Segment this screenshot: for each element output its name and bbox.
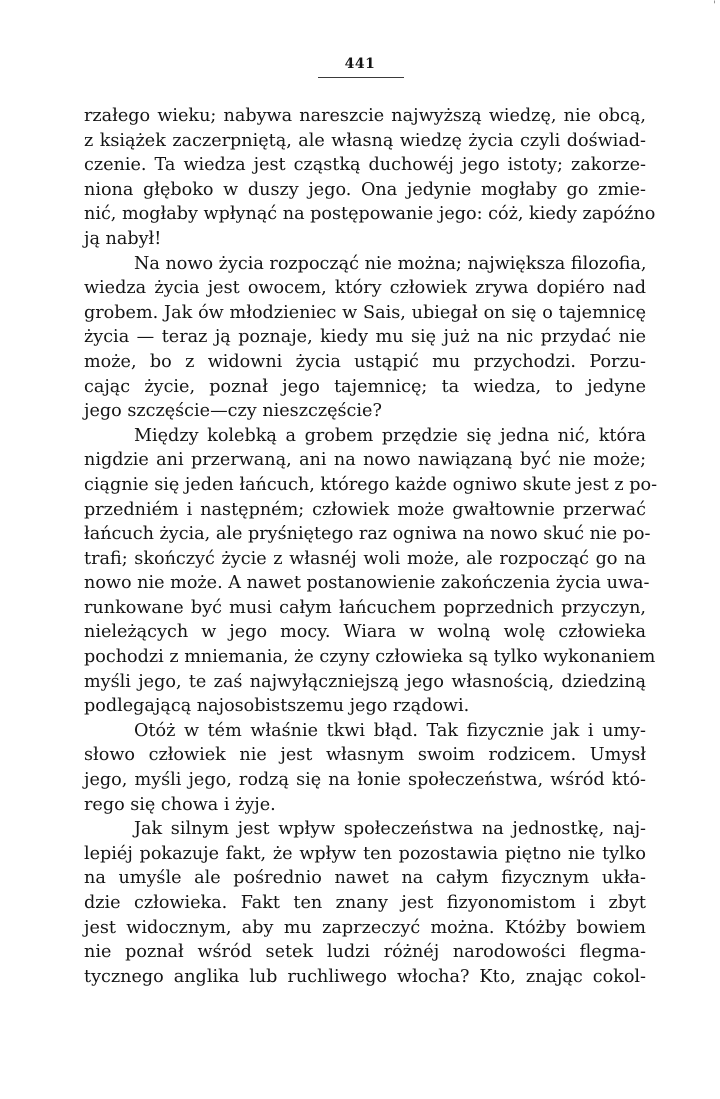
paragraph — [84, 817, 646, 989]
text-line: życia — teraz ją poznaje, kiedy mu się już na nic przydać nie — [84, 327, 646, 348]
text-line: nie poznał wśród setek ludzi różnéj narodowości flegma- — [84, 942, 646, 963]
text-line: rego się chowa i żyje. — [84, 794, 276, 815]
text-line: lepiéj pokazuje fakt, że wpływ ten pozostawia piętno nie tylko — [84, 843, 646, 864]
text-line: grobem. Jak ów młodzieniec w Sais, ubiegał on się o tajemnicę — [84, 302, 646, 323]
text-line: tycznego anglika lub ruchliwego włocha? Kto, znając cokol- — [84, 966, 646, 987]
text-line: może, bo z widowni życia ustąpić mu przychodzi. Porzu- — [84, 351, 646, 372]
text-line: cając życie, poznał jego tajemnicę; ta wiedza, to jedyne — [84, 376, 646, 397]
text-line: nieleżących w jego mocy. Wiara w wolną wolę człowieka — [84, 622, 646, 643]
text-line: czenie. Ta wiedza jest cząstką duchowéj jego istoty; zakorze- — [84, 155, 646, 176]
paragraph — [84, 424, 658, 719]
text-line: dzie człowieka. Fakt ten znany jest fizyonomistom i zbyt — [84, 893, 646, 913]
body-text — [84, 104, 658, 989]
text-line: Między kolebką a grobem przędzie się jedna nić, która — [134, 425, 646, 446]
text-line: pochodzi z mniemania, że czyny człowieka są tylko wykonaniem — [84, 647, 656, 668]
text-line: ją nabył! — [84, 228, 162, 249]
text-line: nowo nie może. A nawet postanowienie zakończenia życia uwa- — [84, 573, 650, 594]
paragraph — [84, 719, 646, 817]
text-line: z książek zaczerpniętą, ale własną wiedzę życia czyli doświad- — [84, 130, 646, 151]
page-number: 441 — [344, 56, 376, 72]
text-line: myśli jego, te zaś najwyłączniejszą jego własnością, dziedziną — [84, 671, 646, 692]
paragraph — [84, 104, 656, 252]
text-line: Na nowo życia rozpocząć nie można; największa filozofia, — [134, 253, 647, 274]
text-line: wiedza życia jest owocem, który człowiek zrywa dopiéro nad — [84, 278, 646, 299]
paragraph — [84, 252, 646, 424]
text-line: jego szczęście—czy nieszczęście? — [84, 401, 382, 422]
text-line: jest widocznym, aby mu zaprzeczyć można. Któżby bowiem — [84, 917, 646, 938]
text-line: runkowane być musi całym łańcuchem poprzednich przyczyn, — [84, 597, 646, 618]
text-line: łańcuch życia, ale pryśniętego raz ogniwa na nowo skuć nie po- — [84, 524, 651, 545]
header-rule — [318, 77, 404, 78]
text-line: trafi; skończyć życie z własnéj woli może, ale rozpocząć go na — [84, 548, 646, 569]
text-line: przedniém i następném; człowiek może gwałtownie przerwać — [84, 499, 646, 520]
text-line: słowo człowiek nie jest własnym swoim rodzicem. Umysł — [84, 745, 646, 766]
text-line: Otóż w tém właśnie tkwi błąd. Tak fizycznie jak i umy- — [134, 720, 646, 741]
corner-mark: ' — [713, 0, 716, 11]
text-line: Jak silnym jest wpływ społeczeństwa na jednostkę, naj- — [134, 819, 646, 840]
text-line: ciągnie się jeden łańcuch, którego każde ogniwo skute jest z po- — [84, 474, 658, 495]
text-line: podlegającą najosobistszemu jego rządowi. — [84, 696, 470, 717]
text-line: rzałego wieku; nabywa nareszcie najwyższą wiedzę, nie obcą, — [84, 106, 646, 126]
text-line: nić, mogłaby wpłynąć na postępowanie jego: cóż, kiedy zapóźno — [84, 204, 656, 225]
text-line: niona głęboko w duszy jego. Ona jedynie mogłaby go zmie- — [84, 179, 646, 200]
text-line: nigdzie ani przerwaną, ani na nowo nawiązaną być nie może; — [84, 450, 646, 471]
text-line: jego, myśli jego, rodzą się na łonie społeczeństwa, wśród któ- — [84, 770, 646, 791]
text-line: na umyśle ale pośrednio nawet na całym fizycznym ukła- — [84, 868, 646, 889]
